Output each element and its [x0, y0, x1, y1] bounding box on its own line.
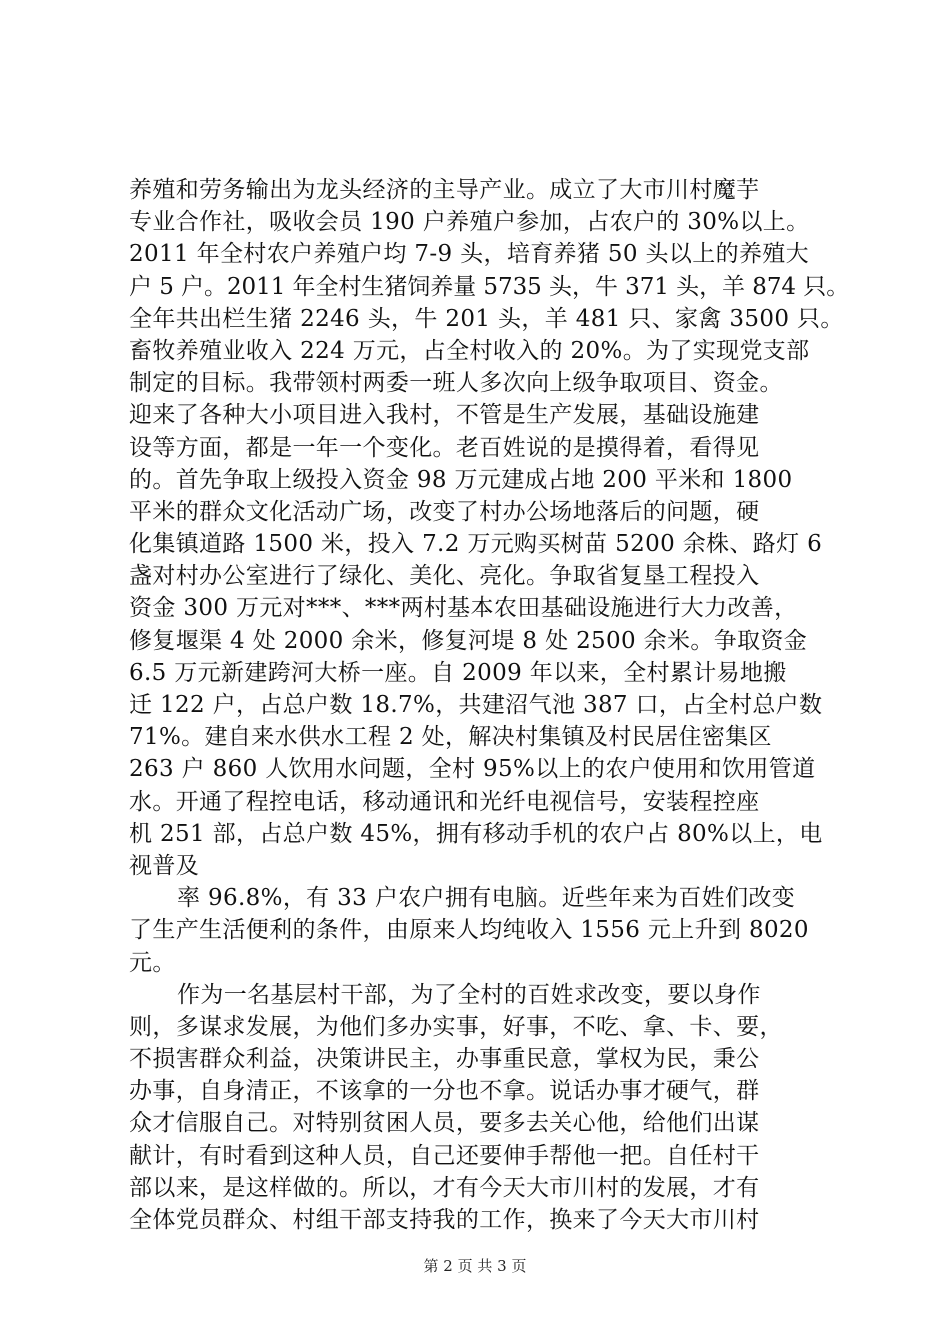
- text-line: 了生产生活便利的条件，由原来人均纯收入 1556 元上升到 8020: [129, 917, 809, 944]
- text-line: 不损害群众利益，决策讲民主，办事重民意，掌权为民，秉公: [129, 1046, 760, 1073]
- text-line: 迎来了各种大小项目进入我村，不管是生产发展，基础设施建: [129, 402, 760, 429]
- text-line: 平米的群众文化活动广场，改变了村办公场地落后的问题，硬: [129, 498, 760, 525]
- text-line: 献计，有时看到这种人员，自己还要伸手帮他一把。自任村干: [129, 1142, 760, 1169]
- text-line: 修复堰渠 4 处 2000 余米，修复河堤 8 处 2500 余米。争取资金: [129, 627, 808, 654]
- text-line: 迁 122 户，占总户数 18.7%，共建沼气池 387 口，占全村总户数: [129, 692, 823, 718]
- text-line: 作为一名基层村干部，为了全村的百姓求改变，要以身作: [177, 981, 761, 1008]
- text-line: 元。: [129, 949, 176, 976]
- text-line: 部以来，是这样做的。所以，才有今天大市川村的发展，才有: [129, 1174, 760, 1201]
- text-line: 率 96.8%，有 33 户农户拥有电脑。近些年来为百姓们改变: [177, 885, 796, 912]
- text-line: 全年共出栏生猪 2246 头，牛 201 头，羊 481 只、家禽 3500 只。: [129, 305, 844, 332]
- page-footer: 第 2 页 共 3 页: [423, 1257, 527, 1275]
- text-line: 户 5 户。2011 年全村生猪饲养量 5735 头，牛 371 头，羊 874 只。: [129, 273, 850, 300]
- text-line: 则，多谋求发展，为他们多办实事，好事，不吃、拿、卡、要，: [129, 1013, 783, 1040]
- text-line: 养殖和劳务输出为龙头经济的主导产业。成立了大市川村魔芋: [129, 177, 760, 203]
- text-line: 71%。建自来水供水工程 2 处，解决村集镇及村民居住密集区: [129, 724, 772, 751]
- body-text: [129, 174, 849, 1236]
- text-line: 办事，自身清正，不该拿的一分也不拿。说话办事才硬气，群: [129, 1078, 760, 1105]
- text-line: 263 户 860 人饮用水问题，全村 95%以上的农户使用和饮用管道: [129, 756, 816, 783]
- text-line: 制定的目标。我带领村两委一班人多次向上级争取项目、资金。: [129, 370, 783, 397]
- text-line: 视普及: [129, 852, 200, 879]
- text-line: 水。开通了程控电话，移动通讯和光纤电视信号，安装程控座: [129, 788, 760, 815]
- text-line: 盏对村办公室进行了绿化、美化、亮化。争取省复垦工程投入: [129, 563, 760, 590]
- text-line: 的。首先争取上级投入资金 98 万元建成占地 200 平米和 1800: [129, 466, 793, 493]
- text-line: 6.5 万元新建跨河大桥一座。自 2009 年以来，全村累计易地搬: [129, 659, 787, 686]
- text-line: 全体党员群众、村组干部支持我的工作，换来了今天大市川村: [129, 1207, 760, 1233]
- text-line: 2011 年全村农户养殖户均 7-9 头，培育养猪 50 头以上的养殖大: [129, 241, 809, 268]
- text-line: 畜牧养殖业收入 224 万元，占全村收入的 20%。为了实现党支部: [129, 337, 810, 364]
- text-line: 资金 300 万元对***、***两村基本农田基础设施进行大力改善，: [129, 595, 798, 622]
- text-line: 化集镇道路 1500 米，投入 7.2 万元购买树苗 5200 余株、路灯 6: [129, 531, 823, 558]
- text-line: 机 251 部，占总户数 45%，拥有移动手机的农户占 80%以上，电: [129, 820, 823, 847]
- text-line: 众才信服自己。对特别贫困人员，要多去关心他，给他们出谋: [129, 1110, 760, 1137]
- text-line: 专业合作社，吸收会员 190 户养殖户参加，占农户的 30%以上。: [129, 209, 810, 236]
- text-line: 设等方面，都是一年一个变化。老百姓说的是摸得着，看得见: [129, 434, 760, 461]
